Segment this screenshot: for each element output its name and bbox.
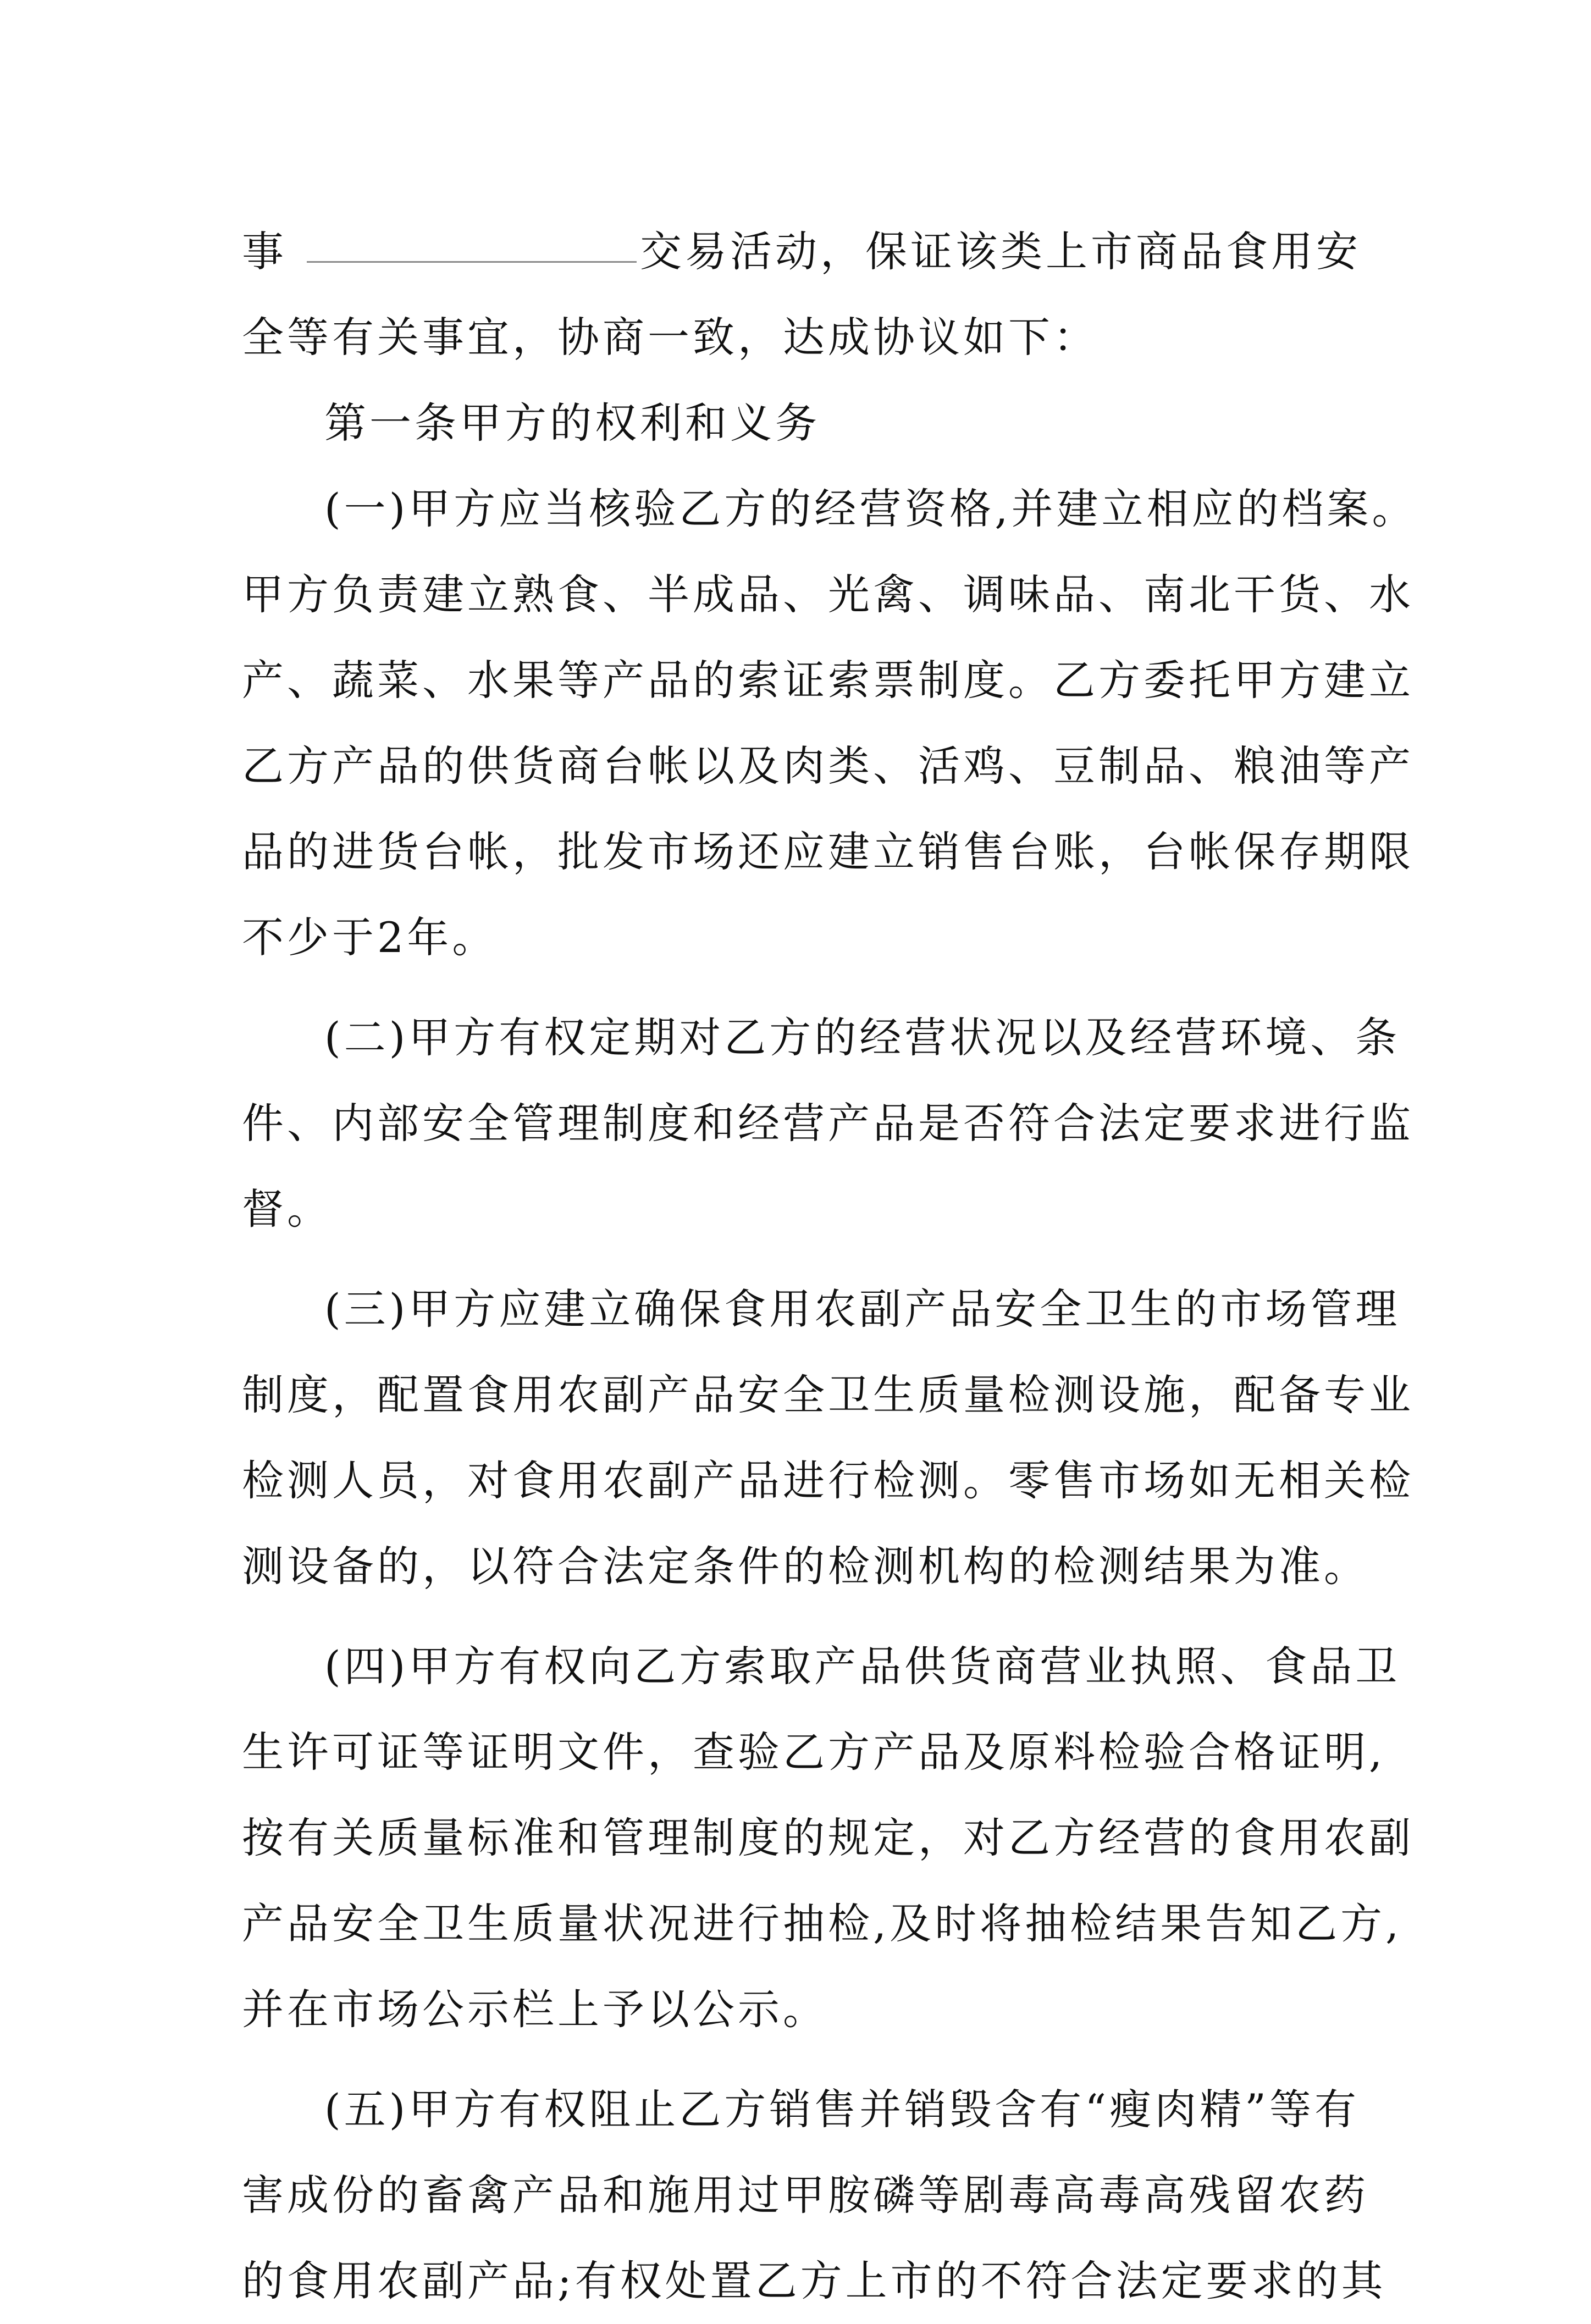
intro-line-1-start: 事	[242, 227, 287, 276]
paragraph-line: (二)甲方有权定期对乙方的经营状况以及经营环境、条	[324, 1013, 1401, 1062]
paragraph-line: 的食用农副产品;有权处置乙方上市的不符合法定要求的其	[242, 2256, 1386, 2305]
paragraph-line: 制度，配置食用农副产品安全卫生质量检测设施，配备专业	[242, 1370, 1414, 1419]
paragraph-spacer	[242, 1609, 1352, 1624]
paragraph-spacer	[242, 981, 1352, 995]
paragraph-line: (三)甲方应建立确保食用农副产品安全卫生的市场管理	[324, 1285, 1401, 1333]
paragraph-3	[242, 1266, 1414, 1609]
paragraph-1	[242, 466, 1417, 981]
paragraph-line: 甲方负责建立熟食、半成品、光禽、调味品、南北干货、水	[242, 570, 1414, 619]
paragraph-line: 乙方产品的供货商台帐以及肉类、活鸡、豆制品、粮油等产	[242, 742, 1414, 790]
intro-line-1-end: 交易活动，保证该类上市商品食用安	[640, 227, 1361, 276]
paragraph-line: 测设备的，以符合法定条件的检测机构的检测结果为准。	[242, 1542, 1369, 1591]
paragraph-line: 害成份的畜禽产品和施用过甲胺磷等剧毒高毒高残留农药	[242, 2171, 1369, 2220]
paragraph-line: 产品安全卫生质量状况进行抽检,及时将抽检结果告知乙方,	[242, 1899, 1402, 1948]
paragraph-spacer	[242, 1252, 1352, 1266]
intro-line-2: 全等有关事宜，协商一致，达成协议如下：	[242, 313, 1098, 362]
document-page	[242, 209, 1417, 2324]
paragraph-line: 不少于2年。	[242, 913, 498, 962]
paragraph-line: 督。	[242, 1185, 332, 1233]
paragraph-4	[242, 1624, 1414, 2052]
paragraph-line: 生许可证等证明文件，查验乙方产品及原料检验合格证明,	[242, 1728, 1386, 1777]
paragraph-line: 产、蔬菜、水果等产品的索证索票制度。乙方委托甲方建立	[242, 656, 1414, 705]
fill-in-blank	[307, 259, 637, 263]
paragraph-line: 品的进货台帐，批发市场还应建立销售台账，台帐保存期限	[242, 827, 1414, 876]
paragraph-line: (一)甲方应当核验乙方的经营资格,并建立相应的档案。	[324, 484, 1417, 533]
paragraph-line: 并在市场公示栏上予以公示。	[242, 1985, 828, 2034]
paragraph-2	[242, 995, 1414, 1252]
paragraph-line: (四)甲方有权向乙方索取产品供货商营业执照、食品卫	[324, 1642, 1401, 1691]
paragraph-line: 按有关质量标准和管理制度的规定，对乙方经营的食用农副	[242, 1813, 1414, 1862]
paragraph-5	[242, 2067, 1386, 2324]
paragraph-line: 检测人员，对食用农副产品进行检测。零售市场如无相关检	[242, 1456, 1414, 1505]
intro-line-1	[242, 209, 1361, 295]
paragraph-line: 件、内部安全管理制度和经营产品是否符合法定要求进行监	[242, 1099, 1414, 1148]
paragraph-line: (五)甲方有权阻止乙方销售并销毁含有“瘦肉精”等有	[324, 2085, 1360, 2134]
section-heading: 第一条甲方的权利和义务	[324, 399, 820, 447]
paragraph-spacer	[242, 2052, 1352, 2067]
